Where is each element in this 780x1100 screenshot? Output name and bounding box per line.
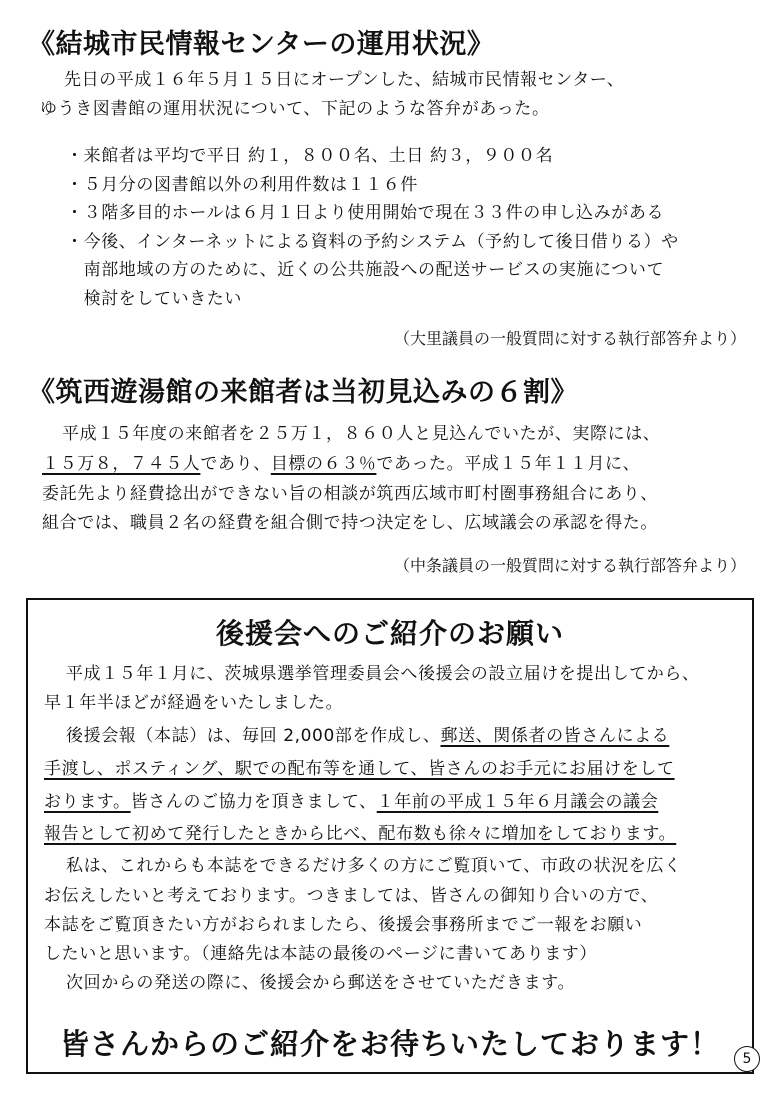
box-line3-a: 後援会報（本誌）は、毎回 2,000部を作成し、 <box>66 726 441 746</box>
box-line5 <box>44 788 658 817</box>
box-line4 <box>44 755 675 784</box>
box-title: 後援会へのご紹介のお願い <box>215 617 564 650</box>
section1-source: （大里議員の一般質問に対する執行部答弁より） <box>393 329 746 348</box>
box-line2: 早１年半ほどが経過をいたしました。 <box>44 693 344 713</box>
closing-message: 皆さんからのご紹介をお待ちいたしております！ <box>59 1027 720 1061</box>
bullet-future-3: 検討をしていきたい <box>66 288 242 309</box>
section2-line3: 委託先より経費捻出ができない旨の相談が筑西広域市町村圏事務組合にあり、 <box>42 484 658 504</box>
section1-intro-line1: 先日の平成１６年５月１５日にオープンした、結城市民情報センター、 <box>64 70 625 90</box>
bullet-usage: ・５月分の図書館以外の利用件数は１１６件 <box>66 174 418 195</box>
box-line10: したいと思います。（連絡先は本誌の最後のページに書いてあります） <box>44 944 597 964</box>
page-number: 5 <box>734 1046 760 1072</box>
box-line7: 私は、これからも本誌をできるだけ多くの方にご覧頂いて、市政の状況を広く <box>66 856 682 876</box>
box-line5-underlined2: １年前の平成１５年６月議会の議会 <box>376 792 659 812</box>
bullet-hall: ・３階多目的ホールは６月１日より使用開始で現在３３件の申し込みがある <box>66 203 665 224</box>
box-line8: お伝えしたいと考えております。つきましては、皆さんの御知り合いの方で、 <box>44 886 659 906</box>
section2-title: 《筑西遊湯館の来館者は当初見込みの６割》 <box>28 377 578 408</box>
section2-line2 <box>42 450 640 479</box>
box-line9: 本誌をご覧頂きたい方がおられましたら、後援会事務所までご一報をお願い <box>44 915 643 935</box>
box-line5-b: 皆さんのご協力を頂きまして、 <box>130 792 377 812</box>
section1-title: 《結城市民情報センターの運用状況》 <box>28 29 495 60</box>
supporter-appeal-box <box>26 598 754 1074</box>
target-ratio: 目標の６３％ <box>270 454 377 474</box>
section2-line2-mid: であり、 <box>200 454 271 474</box>
bullet-visitors: ・来館者は平均で平日 約１，８００名、土日 約３，９００名 <box>66 146 554 166</box>
section1-intro-line2: ゆうき図書館の運用状況について、下記のような答弁があった。 <box>40 99 550 119</box>
box-line1: 平成１５年１月に、茨城県選挙管理委員会へ後援会の設立届けを提出してから、 <box>66 664 700 684</box>
box-line6-underlined: 報告として初めて発行したときから比べ、配布数も徐々に増加をしております。 <box>44 824 677 844</box>
section2-source: （中条議員の一般質問に対する執行部答弁より） <box>393 556 746 575</box>
actual-visitors: １５万８，７４５人 <box>42 454 201 474</box>
section2-line2-end: であった。平成１５年１１月に、 <box>376 454 641 474</box>
box-line3 <box>66 722 669 751</box>
box-line4-underlined: 手渡し、ポスティング、駅での配布等を通して、皆さんのお手元にお届けをして <box>44 759 675 779</box>
section2-line1: 平成１５年度の来館者を２５万１，８６０人と見込んでいたが、実際には、 <box>62 424 661 444</box>
section1-bullet-list <box>66 142 679 314</box>
box-line5-underlined: おります。 <box>44 792 131 812</box>
box-line3-underlined: 郵送、関係者の皆さんによる <box>440 726 670 746</box>
box-line11: 次回からの発送の際に、後援会から郵送をさせていただきます。 <box>66 973 576 993</box>
section2-line4: 組合では、職員２名の経費を組合側で持つ決定をし、広域議会の承認を得た。 <box>42 513 658 533</box>
bullet-future-2: 南部地域の方のために、近くの公共施設への配送サービスの実施について <box>66 260 665 281</box>
box-line6 <box>44 820 676 849</box>
bullet-future-1: ・今後、インターネットによる資料の予約システム（予約して後日借りる）や <box>66 231 679 252</box>
